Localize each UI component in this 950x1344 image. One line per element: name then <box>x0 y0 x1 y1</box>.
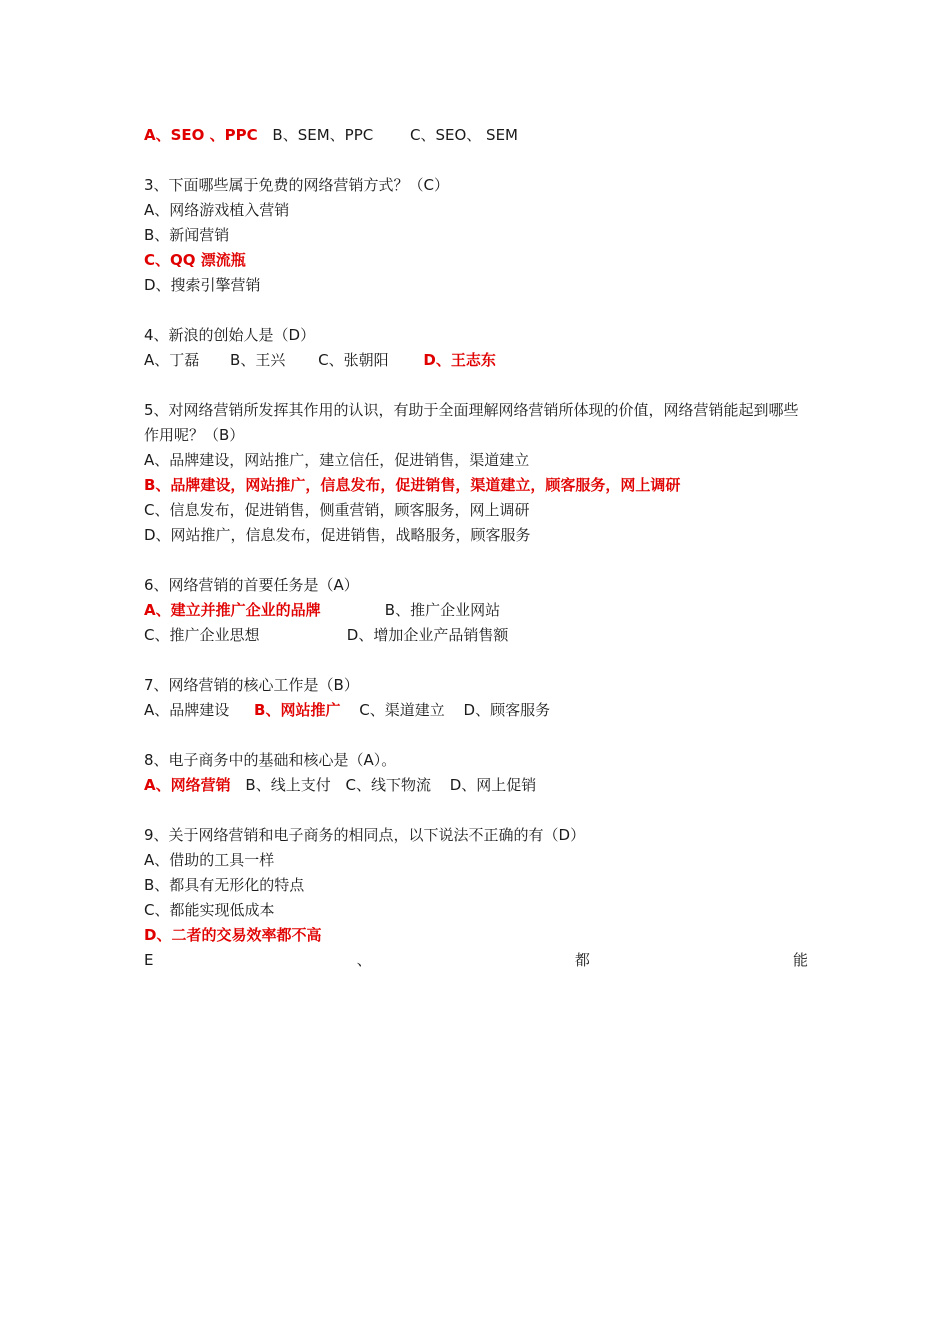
q3-option-a: A、网络游戏植入营销 <box>144 201 290 219</box>
q3-option-d: D、搜索引擎营销 <box>144 276 261 294</box>
q5-option-c: C、信息发布，促进销售，侧重营销，顾客服务，网上调研 <box>144 501 530 519</box>
q7-option-c: C、渠道建立 <box>359 701 445 719</box>
q7-options <box>144 698 808 723</box>
q6-options-row1 <box>144 598 808 623</box>
q8-options <box>144 773 808 798</box>
q5-option-d: D、网站推广，信息发布，促进销售，战略服务，顾客服务 <box>144 526 531 544</box>
q6-question: 6、网络营销的首要任务是（A） <box>144 576 359 594</box>
q9-option-e-part-3: 都 <box>574 951 590 969</box>
q5-option-b: B、品牌建设，网站推广，信息发布，促进销售，渠道建立，顾客服务，网上调研 <box>144 476 681 494</box>
q8-option-c: C、线下物流 <box>345 776 431 794</box>
q6-option-c: C、推广企业思想 <box>144 626 260 644</box>
q8-option-a: A、网络营销 <box>144 776 231 794</box>
q9-option-a: A、借助的工具一样 <box>144 851 275 869</box>
q2-option-c: C、SEO、 SEM <box>410 126 518 144</box>
q9-question: 9、关于网络营销和电子商务的相同点，以下说法不正确的有（D） <box>144 826 586 844</box>
q3-option-c: C、QQ 漂流瓶 <box>144 251 246 269</box>
q3-question: 3、下面哪些属于免费的网络营销方式？（C） <box>144 176 450 194</box>
q2-option-b: B、SEM、PPC <box>272 126 374 144</box>
q6-options-row2 <box>144 623 808 648</box>
q8-question: 8、电子商务中的基础和核心是（A）。 <box>144 751 397 769</box>
q9-option-c: C、都能实现低成本 <box>144 901 275 919</box>
q4-option-d: D、王志东 <box>423 351 496 369</box>
q4-question: 4、新浪的创始人是（D） <box>144 326 316 344</box>
q7-option-a: A、品牌建设 <box>144 701 230 719</box>
q9-option-e-fragment <box>144 948 808 973</box>
q2-option-a: A、SEO 、PPC <box>144 126 258 144</box>
document-page <box>144 123 808 973</box>
q2-options <box>144 123 808 148</box>
q5-question: 5、对网络营销所发挥其作用的认识，有助于全面理解网络营销所体现的价值，网络营销能起到哪些作用呢？（B） <box>144 401 799 444</box>
q7-option-b: B、网站推广 <box>254 701 341 719</box>
q6-option-b: B、推广企业网站 <box>384 601 501 619</box>
q7-option-d: D、顾客服务 <box>463 701 551 719</box>
q9-option-e-part-4: 能 <box>792 951 808 969</box>
q9-option-e-part-1: E <box>144 951 154 969</box>
q8-option-b: B、线上支付 <box>245 776 331 794</box>
q9-option-e-part-2: 、 <box>356 951 372 969</box>
q6-option-a: A、建立并推广企业的品牌 <box>144 601 321 619</box>
q8-option-d: D、网上促销 <box>449 776 537 794</box>
q6-option-d: D、增加企业产品销售额 <box>346 626 509 644</box>
q4-options <box>144 348 808 373</box>
q4-option-b: B、王兴 <box>230 351 286 369</box>
q4-option-a: A、丁磊 <box>144 351 200 369</box>
q7-question: 7、网络营销的核心工作是（B） <box>144 676 359 694</box>
q9-option-d: D、二者的交易效率都不高 <box>144 926 322 944</box>
q4-option-c: C、张朝阳 <box>318 351 389 369</box>
q3-option-b: B、新闻营销 <box>144 226 230 244</box>
q5-option-a: A、品牌建设，网站推广，建立信任，促进销售，渠道建立 <box>144 451 530 469</box>
q9-option-b: B、都具有无形化的特点 <box>144 876 305 894</box>
